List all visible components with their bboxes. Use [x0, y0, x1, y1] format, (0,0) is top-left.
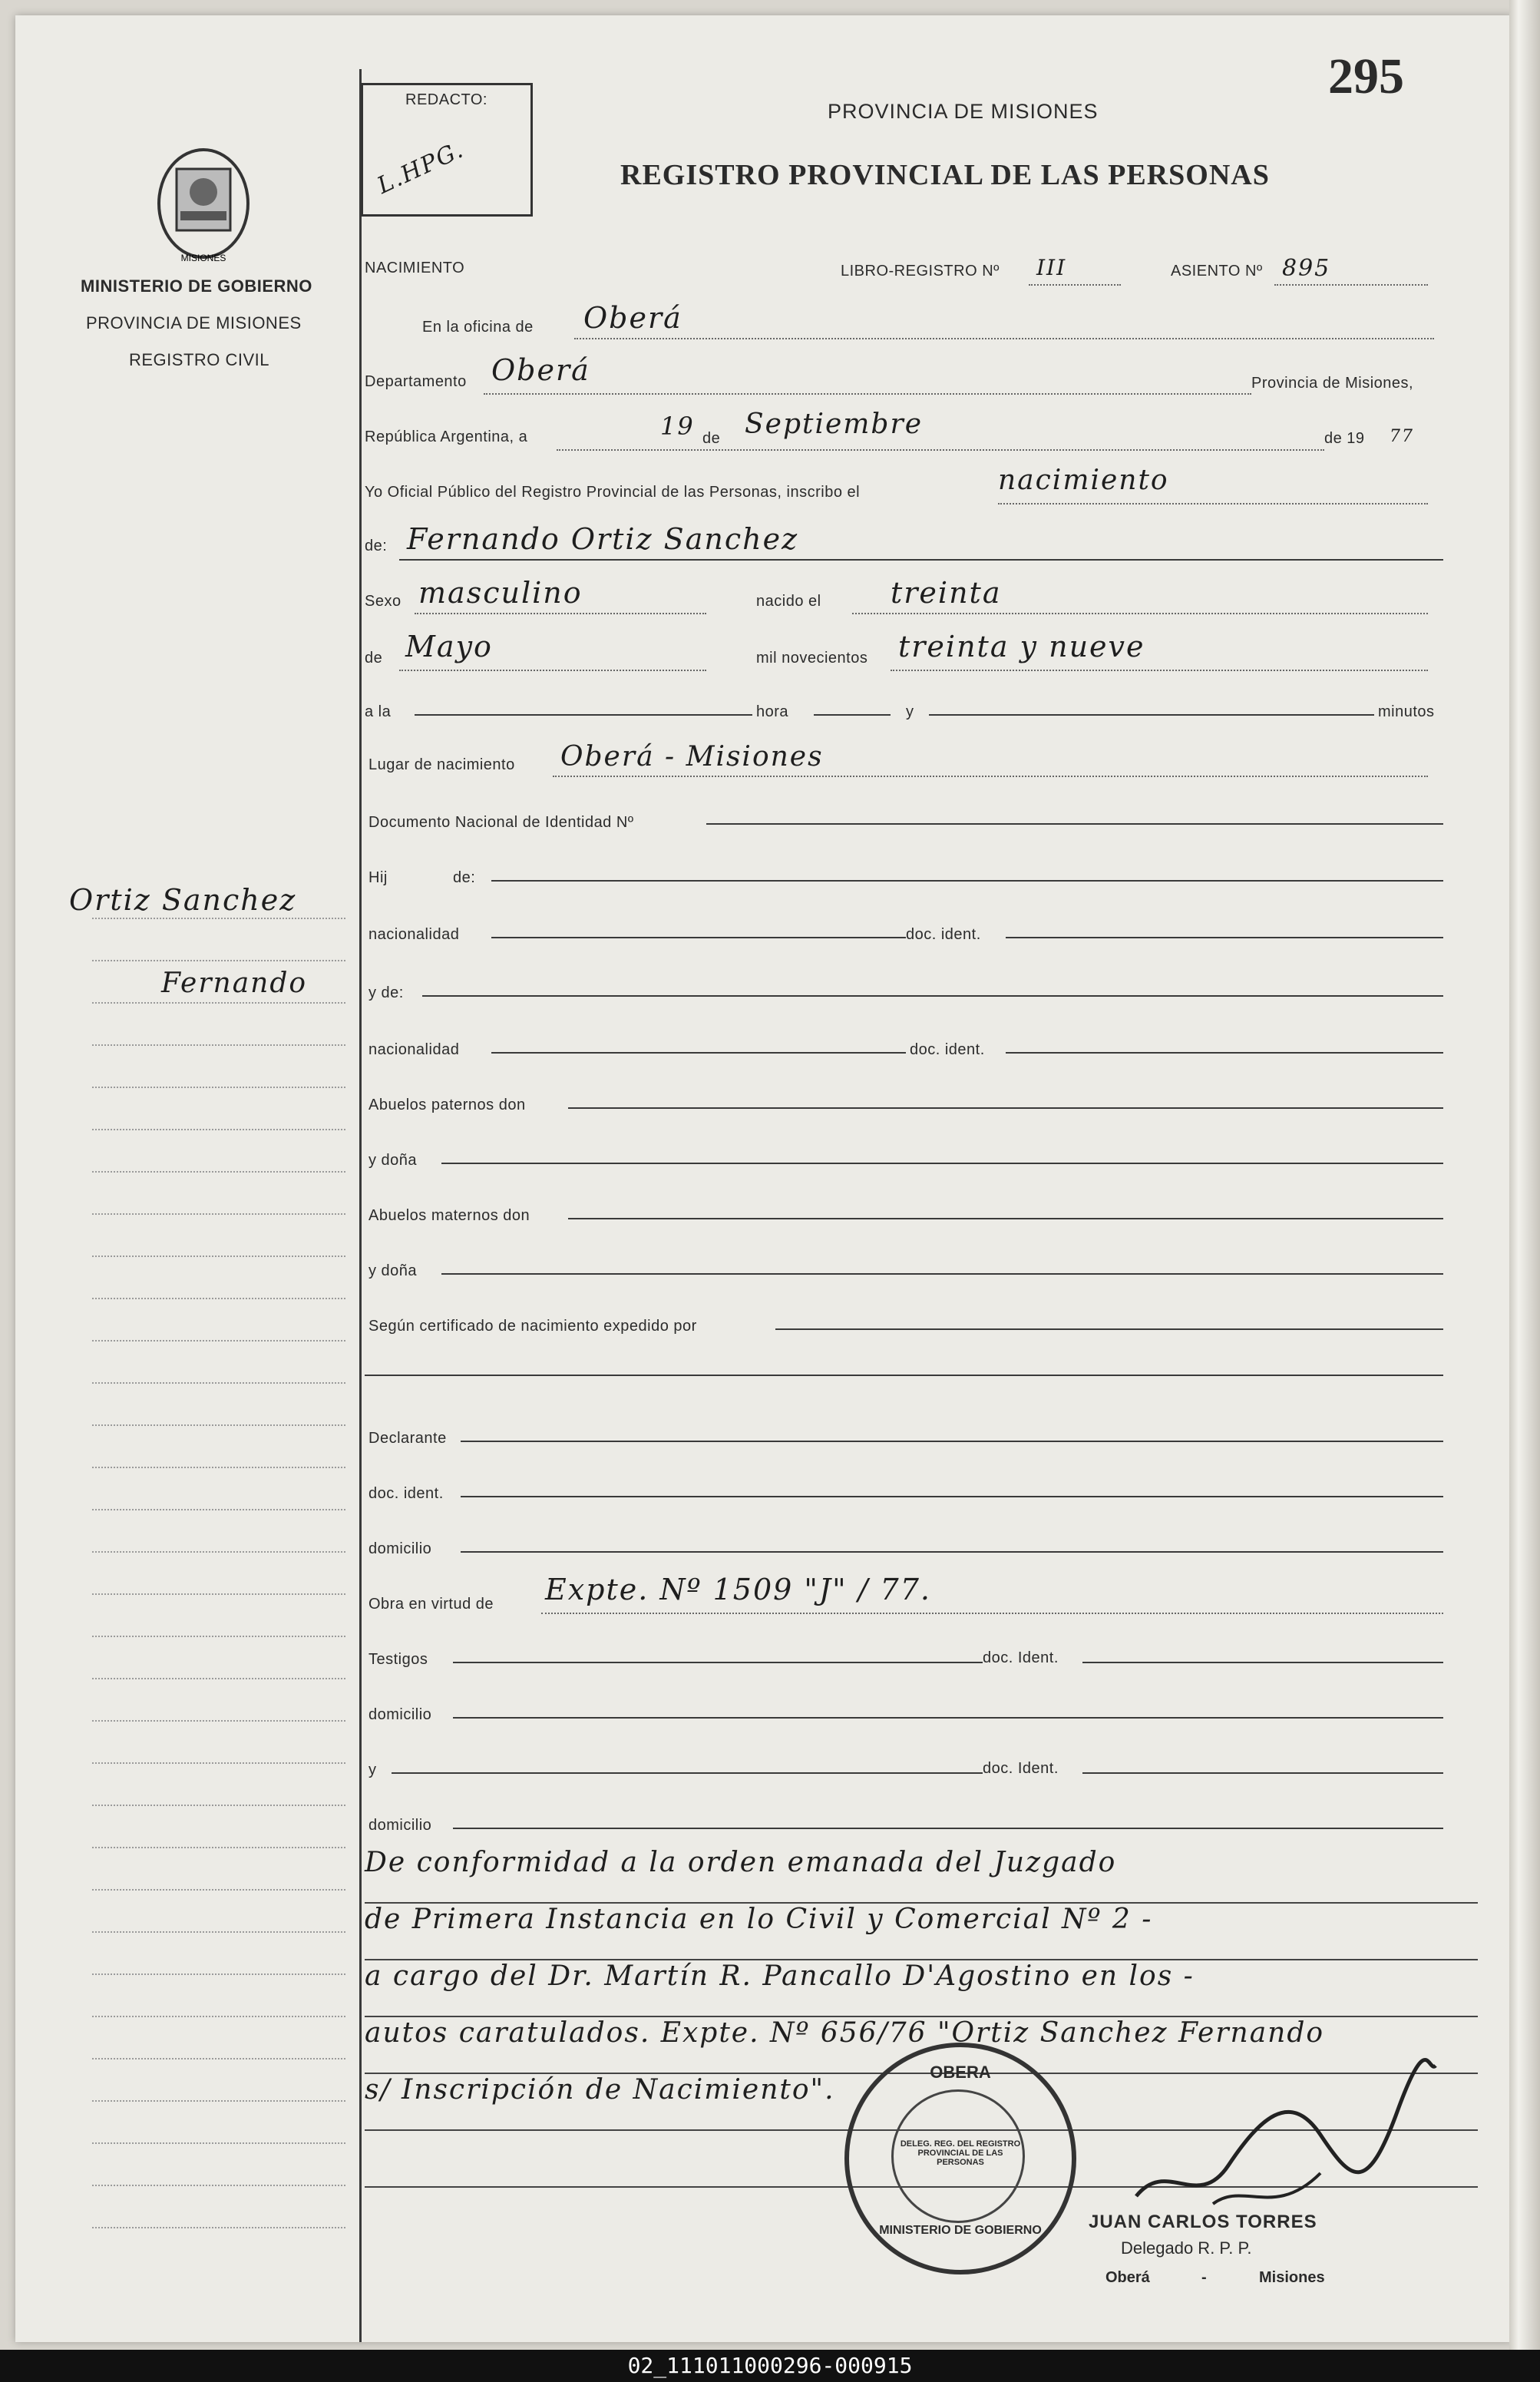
ministry-label: MINISTERIO DE GOBIERNO: [81, 276, 312, 296]
redacto-value: L.HPG.: [373, 136, 469, 200]
abuelos-maternos-label: Abuelos maternos don: [368, 1207, 530, 1224]
departamento-label: Departamento: [365, 373, 467, 390]
redacto-box: [361, 83, 533, 217]
child-name-value: Fernando Ortiz Sanchez: [407, 522, 799, 556]
stamp-ring-text: DELEG. REG. DEL REGISTRO PROVINCIAL DE LAS PERSONAS: [900, 2139, 1021, 2167]
declarante-label: Declarante: [368, 1430, 447, 1447]
segun-label: Según certificado de nacimiento expedido por: [368, 1318, 697, 1335]
nacido-value: treinta: [891, 576, 1002, 610]
note-line: de Primera Instancia en lo Civil y Comercial Nº 2 -: [365, 1904, 1478, 1960]
day-value: 19: [660, 412, 695, 441]
year-label: de 19: [1324, 430, 1365, 447]
redacto-label: REDACTO:: [405, 91, 487, 108]
dni-label: Documento Nacional de Identidad Nº: [368, 814, 634, 831]
mil-label: mil novecientos: [756, 650, 868, 667]
doc-ident-label-3: doc. ident.: [368, 1485, 444, 1502]
stamp-top-text: OBERA: [930, 2063, 991, 2082]
y-label-2: y: [368, 1762, 377, 1778]
surname-note: Ortiz Sanchez: [69, 883, 297, 917]
doc-ident-label-1: doc. ident.: [906, 926, 981, 943]
asiento-value: 895: [1282, 255, 1331, 282]
minutos-label: minutos: [1378, 703, 1435, 720]
svg-text:MISIONES: MISIONES: [180, 253, 226, 263]
doc-ident-label-2: doc. ident.: [910, 1041, 985, 1058]
obra-value: Expte. Nº 1509 "J" / 77.: [545, 1573, 931, 1606]
official-stamp: [844, 2043, 1076, 2274]
domicilio-label-2: domicilio: [368, 1706, 432, 1723]
signer-province: Misiones: [1259, 2269, 1325, 2286]
sexo-value: masculino: [418, 576, 583, 610]
month-value: Septiembre: [745, 409, 923, 440]
book-edge: [1509, 0, 1540, 2350]
nacionalidad-label-1: nacionalidad: [368, 926, 460, 943]
provincia-suffix: Provincia de Misiones,: [1251, 375, 1414, 392]
birth-month-value: Mayo: [405, 630, 493, 663]
obra-label: Obra en virtud de: [368, 1596, 494, 1613]
coat-of-arms-icon: [146, 138, 261, 269]
testigos-label: Testigos: [368, 1651, 428, 1668]
stamp-bottom-text: MINISTERIO DE GOBIERNO: [879, 2224, 1042, 2237]
note-line: autos caratulados. Expte. Nº 656/76 "Ortiz Sanchez Fernando: [365, 2017, 1478, 2074]
nacido-label: nacido el: [756, 593, 821, 610]
oficina-label: En la oficina de: [422, 319, 534, 336]
oficina-value: Oberá: [583, 301, 682, 335]
record-type: NACIMIENTO: [365, 260, 465, 276]
register-sheet: [15, 15, 1512, 2342]
signer-dash: -: [1201, 2269, 1207, 2286]
domicilio-label-1: domicilio: [368, 1540, 432, 1557]
province-header: PROVINCIA DE MISIONES: [828, 100, 1099, 123]
de-name-label: de:: [365, 538, 388, 554]
abuelos-paternos-label: Abuelos paternos don: [368, 1097, 526, 1113]
hora-label: hora: [756, 703, 789, 720]
registry-label: REGISTRO CIVIL: [129, 350, 270, 369]
y-label: y: [906, 703, 914, 720]
lugar-label: Lugar de nacimiento: [368, 756, 515, 773]
mil-value: treinta y nueve: [898, 630, 1145, 663]
libro-value: III: [1036, 255, 1067, 280]
y-dona-label-1: y doña: [368, 1152, 418, 1169]
registry-title: REGISTRO PROVINCIAL DE LAS PERSONAS: [620, 159, 1270, 191]
asiento-label: ASIENTO Nº: [1171, 263, 1263, 280]
y-de-label: y de:: [368, 984, 404, 1001]
signer-city: Oberá: [1105, 2269, 1150, 2286]
sexo-label: Sexo: [365, 593, 402, 610]
y-dona-label-2: y doña: [368, 1262, 418, 1279]
a-la-label: a la: [365, 703, 392, 720]
hij-de-label: de:: [453, 869, 476, 886]
libro-label: LIBRO-REGISTRO Nº: [841, 263, 1000, 280]
margin-line: [359, 69, 362, 2342]
note-line: s/ Inscripción de Nacimiento".: [365, 2074, 1478, 2131]
nacionalidad-label-2: nacionalidad: [368, 1041, 460, 1058]
lugar-value: Oberá - Misiones: [560, 741, 824, 772]
de-label: de: [702, 430, 721, 447]
domicilio-label-3: domicilio: [368, 1817, 432, 1834]
given-name-note: Fernando: [161, 968, 308, 999]
republica-label: República Argentina, a: [365, 428, 528, 445]
hij-label: Hij: [368, 869, 388, 886]
doc-ident-label-4: doc. Ident.: [983, 1649, 1059, 1666]
de-month-label: de: [365, 650, 383, 667]
signer-name: JUAN CARLOS TORRES: [1089, 2212, 1317, 2232]
oficial-text: Yo Oficial Público del Registro Provincial de las Personas, inscribo el: [365, 484, 861, 501]
departamento-value: Oberá: [491, 353, 590, 387]
signature-scribble: [1121, 2043, 1443, 2235]
year-value: 77: [1390, 427, 1414, 446]
image-id-footer: 02_111011000296-000915: [0, 2350, 1540, 2382]
note-line: a cargo del Dr. Martín R. Pancallo D'Agostino en los -: [365, 1960, 1478, 2017]
note-line: De conformidad a la orden emanada del Juzgado: [365, 1847, 1478, 1904]
page-number: 295: [1328, 48, 1404, 104]
province-label: PROVINCIA DE MISIONES: [86, 313, 302, 332]
oficial-value: nacimiento: [998, 465, 1169, 496]
signer-role: Delegado R. P. P.: [1121, 2238, 1252, 2258]
doc-ident-label-5: doc. Ident.: [983, 1760, 1059, 1777]
